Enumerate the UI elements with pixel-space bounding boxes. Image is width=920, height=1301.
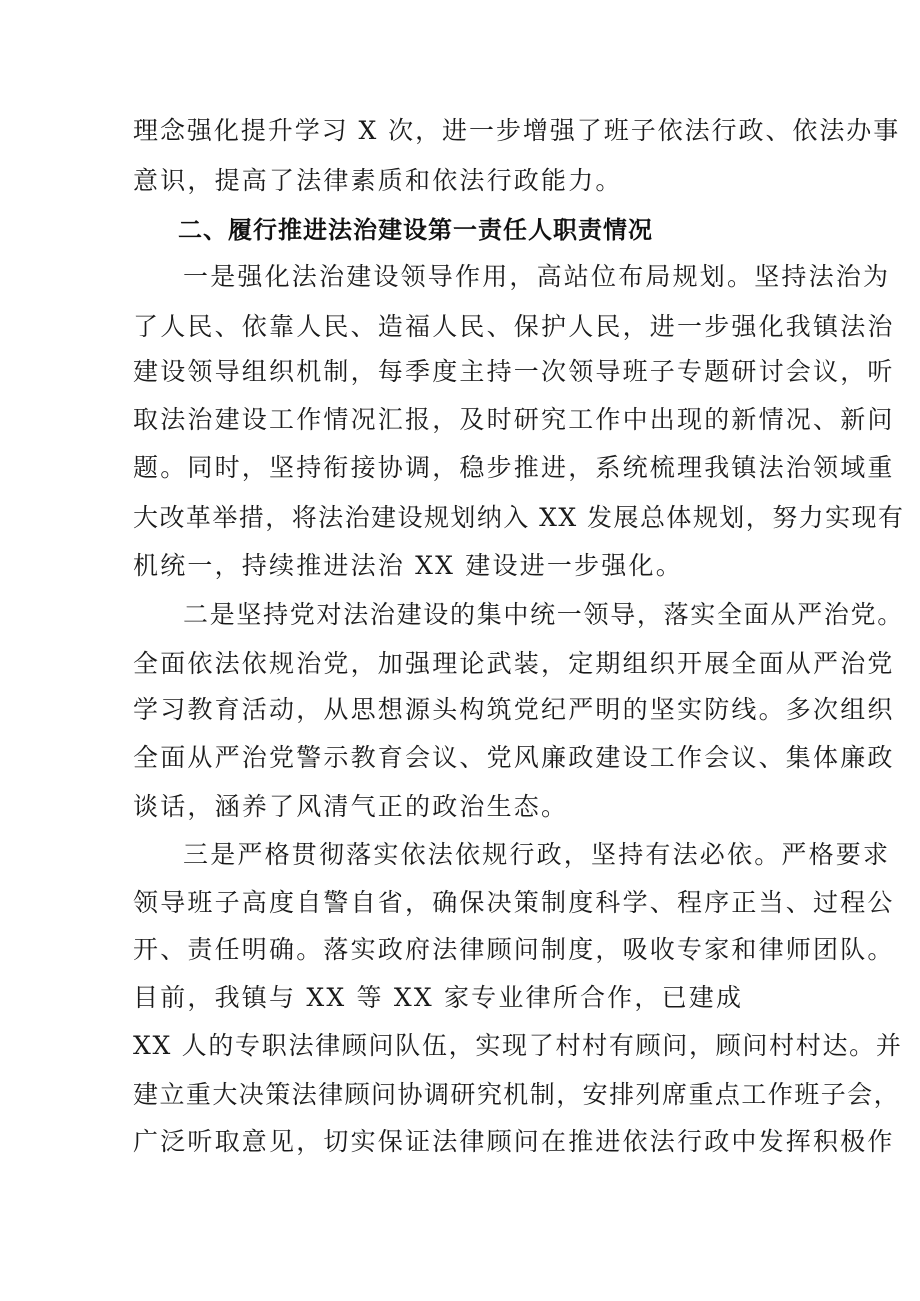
- paragraph-line: 意识，提高了法律素质和依法行政能力。: [133, 166, 623, 195]
- paragraph-line: 题。同时，坚持衔接协调，稳步推进，系统梳理我镇法治领域重: [133, 453, 895, 482]
- paragraph-line: 建立重大决策法律顾问协调研究机制，安排列席重点工作班子会，: [133, 1080, 901, 1109]
- paragraph-line: 全面从严治党警示教育会议、党风廉政建设工作会议、集体廉政: [133, 743, 895, 772]
- paragraph-line: 一是强化法治建设领导作用，高站位布局规划。坚持法治为: [183, 262, 891, 291]
- paragraph-line: 谈话，涵养了风清气正的政治生态。: [133, 792, 569, 821]
- paragraph-line: 学习教育活动，从思想源头构筑党纪严明的坚实防线。多次组织: [133, 695, 895, 724]
- paragraph-line: 三是严格贯彻落实依法依规行政，坚持有法必依。严格要求: [183, 840, 891, 869]
- paragraph-line: 建设领导组织机制，每季度主持一次领导班子专题研讨会议，听: [133, 357, 895, 386]
- paragraph-line: 取法治建设工作情况汇报，及时研究工作中出现的新情况、新问: [133, 405, 895, 434]
- paragraph-line: 理念强化提升学习 X 次，进一步增强了班子依法行政、依法办事: [133, 116, 901, 145]
- paragraph-line: 全面依法依规治党，加强理论武装，定期组织开展全面从严治党: [133, 649, 895, 678]
- paragraph-line: 机统一，持续推进法治 XX 建设进一步强化。: [133, 551, 683, 580]
- paragraph-line: 大改革举措，将法治建设规划纳入 XX 发展总体规划，努力实现有: [133, 503, 905, 532]
- paragraph-line: XX 人的专职法律顾问队伍，实现了村村有顾问，顾问村村达。并: [133, 1031, 903, 1060]
- section-heading: 二、履行推进法治建设第一责任人职责情况: [178, 216, 653, 244]
- paragraph-line: 了人民、依靠人民、造福人民、保护人民，进一步强化我镇法治: [133, 312, 895, 341]
- paragraph-line: 开、责任明确。落实政府法律顾问制度，吸收专家和律师团队。: [133, 935, 895, 964]
- paragraph-line: 二是坚持党对法治建设的集中统一领导，落实全面从严治党。: [183, 600, 904, 629]
- paragraph-line: 目前，我镇与 XX 等 XX 家专业律所合作，已建成: [133, 983, 744, 1012]
- paragraph-line: 广泛听取意见，切实保证法律顾问在推进依法行政中发挥积极作: [133, 1127, 895, 1156]
- paragraph-line: 领导班子高度自警自省，确保决策制度科学、程序正当、过程公: [133, 888, 895, 917]
